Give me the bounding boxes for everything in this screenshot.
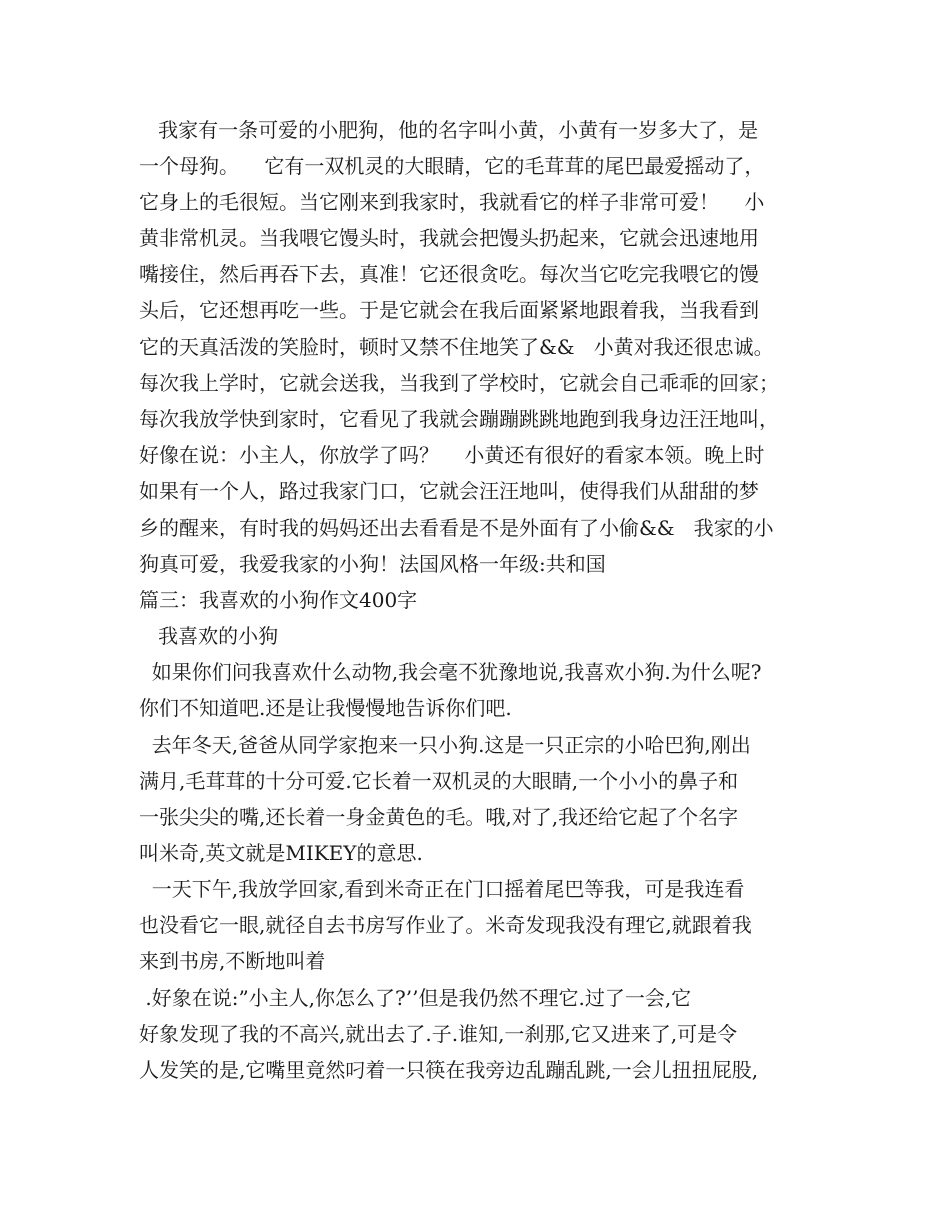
text-line: 如果有一个人，路过我家门口，它就会汪汪地叫，使得我们从甜甜的梦 [139, 479, 759, 503]
text-line: 黄非常机灵。当我喂它馒头时，我就会把馒头扔起来，它就会迅速地用 [139, 226, 759, 250]
text-line: 嘴接住，然后再吞下去，真准！它还很贪吃。每次当它吃完我喂它的馒 [139, 262, 759, 286]
text-line: 好像在说：小主人，你放学了吗？ 小黄还有很好的看家本领。晚上时 [139, 443, 765, 467]
text-line: 我家有一条可爱的小肥狗，他的名字叫小黄，小黄有一岁多大了，是 [139, 118, 759, 142]
text-line: 好象发现了我的不高兴,就出去了.子.谁知,一刹那,它又进来了,可是令 [139, 1022, 738, 1046]
text-line: 一天下午,我放学回家,看到米奇正在门口摇着尾巴等我，可是我连看 [139, 877, 745, 901]
text-line: 它身上的毛很短。当它刚来到我家时，我就看它的样子非常可爱！ 小 [139, 190, 765, 214]
text-line: 人发笑的是,它嘴里竟然叼着一只筷在我旁边乱蹦乱跳,一会儿扭扭屁股, [139, 1058, 759, 1082]
text-line: 狗真可爱，我爱我家的小狗！法国风格一年级:共和国 [139, 552, 606, 576]
text-line: 满月,毛茸茸的十分可爱.它长着一双机灵的大眼睛,一个小小的鼻子和 [139, 769, 739, 793]
text-line: 头后，它还想再吃一些。于是它就会在我后面紧紧地跟着我，当我看到 [139, 298, 759, 322]
text-line: 也没看它一眼,就径自去书房写作业了。米奇发现我没有理它,就跟着我 [139, 913, 752, 937]
text-line: 每次我放学快到家时，它看见了我就会蹦蹦跳跳地跑到我身边汪汪地叫， [139, 407, 779, 431]
text-line: 叫米奇,英文就是MIKEY的意思. [139, 841, 423, 865]
text-line: 你们不知道吧.还是让我慢慢地告诉你们吧. [139, 696, 512, 720]
text-line: 每次我上学时，它就会送我，当我到了学校时，它就会自己乖乖的回家； [139, 371, 779, 395]
text-line: 一张尖尖的嘴,还长着一身金黄色的毛。哦,对了,我还给它起了个名字 [139, 805, 739, 829]
text-line: 去年冬天,爸爸从同学家抱来一只小狗.这是一只正宗的小哈巴狗,刚出 [139, 733, 751, 757]
text-line: 它的天真活泼的笑脸时，顿时又禁不住地笑了&& 小黄对我还很忠诚。 [139, 335, 774, 359]
article-title: 我喜欢的小狗 [139, 624, 279, 648]
text-line: 一个母狗。 它有一双机灵的大眼睛，它的毛茸茸的尾巴最爱摇动了， [139, 154, 765, 178]
text-line: 乡的醒来，有时我的妈妈还出去看看是不是外面有了小偷&& 我家的小 [139, 516, 774, 540]
text-line: 如果你们问我喜欢什么动物,我会毫不犹豫地说,我喜欢小狗.为什么呢? [139, 660, 762, 684]
text-line: 来到书房,不断地叫着 [139, 949, 326, 973]
section-heading: 篇三：我喜欢的小狗作文400字 [139, 588, 418, 612]
text-line: .好象在说:”小主人,你怎么了?’’但是我仍然不理它.过了一会,它 [139, 986, 692, 1010]
